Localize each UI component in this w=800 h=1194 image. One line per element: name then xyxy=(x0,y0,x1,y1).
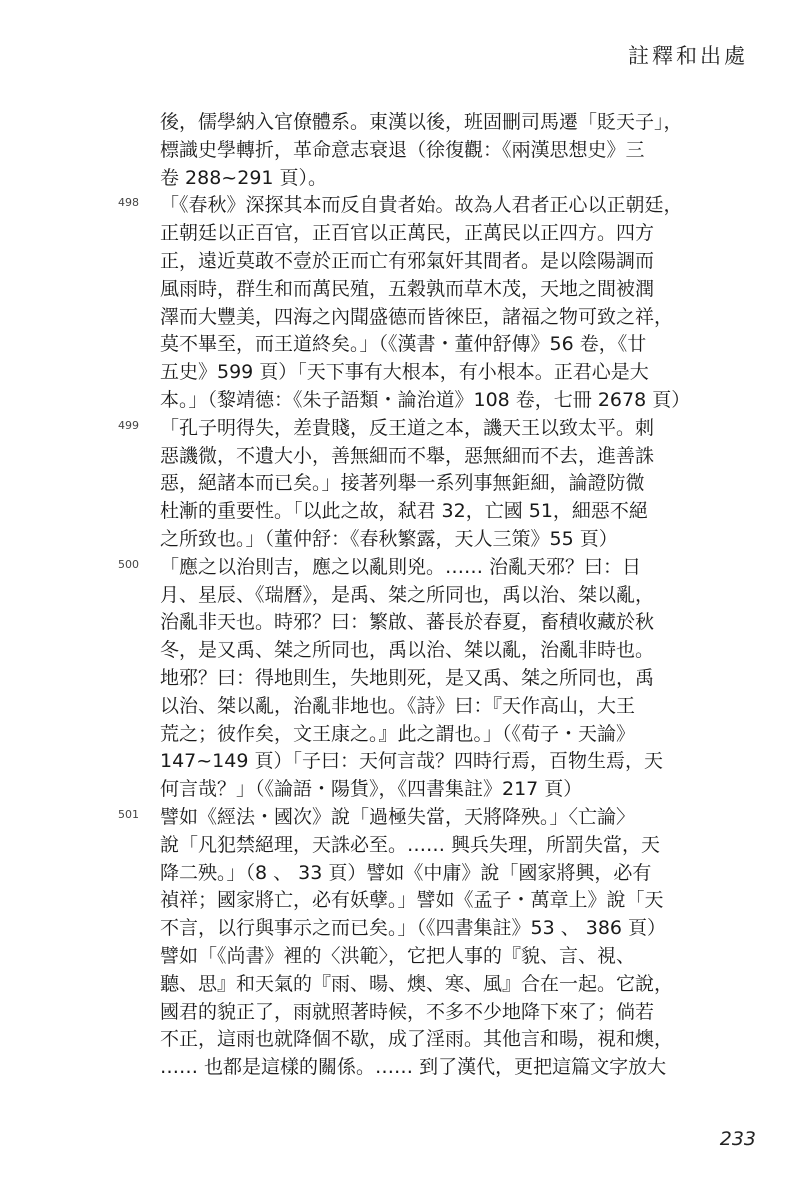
text-line: 譬如《經法・國次》說「過極失當，天將降殃。」〈亡論〉 xyxy=(160,805,636,828)
footnote-text xyxy=(118,415,690,554)
text-line: …… 也都是這樣的關係。…… 到了漢代，更把這篇文字放大 xyxy=(160,1056,667,1079)
text-line: 147~149 頁）「子曰：天何言哉？四時行焉，百物生焉，天 xyxy=(160,750,663,773)
continuation-paragraph xyxy=(118,109,690,192)
text-line: 何言哉？」（《論語・陽貨》，《四書集註》217 頁） xyxy=(160,778,583,801)
text-line: 聽、思』和天氣的『雨、暘、燠、寒、風』合在一起。它說， xyxy=(160,972,674,995)
footnote-list xyxy=(118,192,690,1082)
text-line: 「應之以治則吉，應之以亂則兇。…… 治亂天邪？曰：日 xyxy=(160,555,642,578)
text-line: 地邪？曰：得地則生，失地則死，是又禹、桀之所同也，禹 xyxy=(160,666,655,689)
text-line: 不正，這雨也就降個不歇，成了淫雨。其他言和暘，視和燠， xyxy=(160,1028,674,1051)
text-line: 之所致也。」（董仲舒：《春秋繁露，天人三策》55 頁） xyxy=(160,527,618,550)
footnote-number: 501 xyxy=(118,807,139,821)
text-line: 冬，是又禹、桀之所同也，禹以治、桀以亂，治亂非時也。 xyxy=(160,639,655,662)
text-line: 惡，絕諸本而已矣。」接著列舉一系列事無鉅細，論證防微 xyxy=(160,472,645,495)
text-line: 說「凡犯禁絕理，天誅必至。…… 興兵失理，所罰失當，天 xyxy=(160,833,661,856)
text-line: 後，儒學納入官僚體系。東漢以後，班固刪司馬遷「貶天子」， xyxy=(160,111,683,133)
footnote-number: 500 xyxy=(118,557,139,571)
text-line: 澤而大豐美，四海之內聞盛德而皆徠臣，諸福之物可致之祥， xyxy=(160,305,674,328)
text-line: 卷 288~291 頁）。 xyxy=(160,166,328,189)
footnote-number: 498 xyxy=(118,196,139,210)
text-line: 譬如「《尚書》裡的〈洪範〉，它把人事的『貌、言、視、 xyxy=(160,944,636,967)
text-line: 月、星辰、《瑞曆》，是禹、桀之所同也，禹以治、桀以亂， xyxy=(160,583,655,606)
text-line: 以治、桀以亂，治亂非地也。《詩》曰：『天作高山，大王 xyxy=(160,694,636,717)
footnote-501 xyxy=(118,804,690,1082)
text-line: 國君的貌正了，雨就照著時候，不多不少地降下來了；倘若 xyxy=(160,1000,655,1023)
text-line: 杜漸的重要性。「以此之故，弒君 32，亡國 51，細惡不絕 xyxy=(160,500,648,523)
text-line: 惡譏微，不遺大小，善無細而不舉，惡無細而不去，進善誅 xyxy=(160,444,655,467)
footnote-number: 499 xyxy=(118,418,139,432)
text-line: 本。」（黎靖德：《朱子語類・論治道》108 卷，七冊 2678 頁） xyxy=(160,388,691,411)
text-line: 標識史學轉折，革命意志衰退（徐復觀：《兩漢思想史》三 xyxy=(160,138,645,161)
text-line: 治亂非天也。時邪？曰：繁啟、蕃長於春夏，畜積收藏於秋 xyxy=(160,611,655,634)
running-header: 註釋和出處 xyxy=(628,44,748,68)
text-line: 正，遠近莫敢不壹於正而亡有邪氣奸其間者。是以陰陽調而 xyxy=(160,249,655,272)
text-line: 莫不畢至，而王道終矣。」（《漢書・董仲舒傳》56 卷，《廿 xyxy=(160,333,647,356)
text-line: 「《春秋》深探其本而反自貴者始。故為人君者正心以正朝廷， xyxy=(160,194,683,217)
text-line: 五史》599 頁）「天下事有大根本，有小根本。正君心是大 xyxy=(160,361,649,384)
footnote-500 xyxy=(118,554,690,804)
footnote-text xyxy=(118,192,690,414)
footnote-text xyxy=(118,804,690,1082)
page-number: 233 xyxy=(719,1128,756,1150)
footnote-498 xyxy=(118,192,690,414)
text-line: 荒之；彼作矣，文王康之。』此之謂也。」（《荀子・天論》 xyxy=(160,722,636,745)
footnote-499 xyxy=(118,415,690,554)
text-line: 「孔子明得失，差貴賤，反王道之本，譏天王以致太平。刺 xyxy=(160,416,655,439)
footnote-text xyxy=(118,554,690,804)
text-line: 降二殃。」（8 、 33 頁）譬如《中庸》說「國家將興，必有 xyxy=(160,861,652,884)
text-line: 不言，以行與事示之而已矣。」（《四書集註》53 、 386 頁） xyxy=(160,917,667,940)
text-line: 風雨時，群生和而萬民殖，五穀孰而草木茂，天地之間被潤 xyxy=(160,277,655,300)
text-line: 正朝廷以正百官，正百官以正萬民，正萬民以正四方。四方 xyxy=(160,222,655,245)
page-body xyxy=(118,109,690,1082)
text-line: 禎祥；國家將亡，必有妖孽。」譬如《孟子・萬章上》說「天 xyxy=(160,889,664,912)
